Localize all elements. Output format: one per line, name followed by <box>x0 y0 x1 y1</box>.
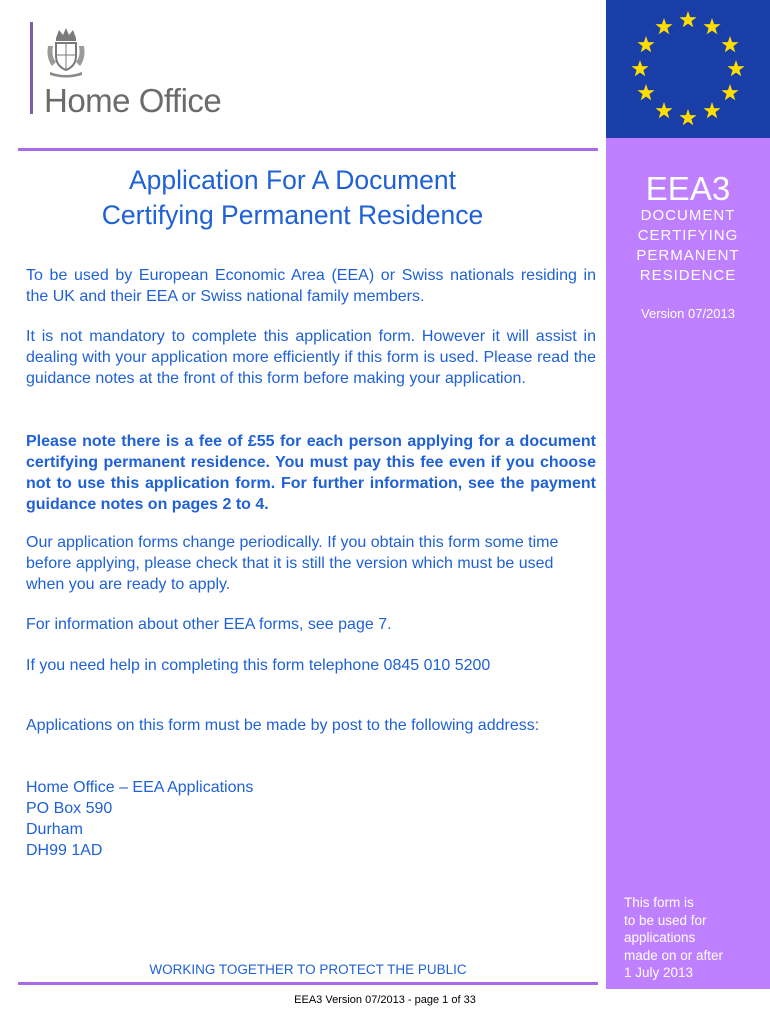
validity-note <box>624 894 723 982</box>
eu-flag <box>606 0 770 138</box>
post-paragraph: Applications on this form must be made by post to the following address: <box>26 717 540 734</box>
validity-note-line: to be used for <box>624 912 707 928</box>
form-code: EEA3 <box>645 170 731 207</box>
page-footer: EEA3 Version 07/2013 - page 1 of 33 <box>294 994 476 1006</box>
fee-paragraph: Please note there is a fee of £55 for each person applying for a document certifying permanent residence. You must pay this fee even if you choose not to use this application form. For further information, see the payment guidance notes on pages 2 to 4. <box>26 433 596 513</box>
royal-crest-logo <box>44 24 88 80</box>
bottom-divider <box>18 982 598 985</box>
validity-note-line: 1 July 2013 <box>624 965 694 980</box>
mandatory-paragraph: It is not mandatory to complete this application form. However it will assist in dealing with your application more efficiently if this form is used. Please read the guidance notes at the front of this form before making your application. <box>26 328 596 387</box>
top-divider <box>18 148 598 151</box>
side-panel <box>606 138 770 989</box>
other-forms-paragraph: For information about other EEA forms, see page 7. <box>26 616 392 633</box>
address-line: DH99 1AD <box>26 842 103 859</box>
logo-divider <box>30 22 33 114</box>
form-subtitle-line: DOCUMENT <box>640 207 736 224</box>
intro-paragraph: To be used by European Economic Area (EEA) or Swiss nationals residing in the UK and their EEA or Swiss national family members. <box>26 267 596 305</box>
form-version: Version 07/2013 <box>641 306 735 321</box>
document-title-line: Application For A Document <box>128 165 456 195</box>
address-line: PO Box 590 <box>26 800 113 817</box>
address-line: Home Office – EEA Applications <box>26 779 254 796</box>
eu-stars-icon <box>606 0 770 138</box>
validity-note-line: This form is <box>624 895 694 910</box>
validity-note-line: applications <box>624 930 696 945</box>
address-line: Durham <box>26 821 83 838</box>
forms-change-paragraph: Our application forms change periodically. If you obtain this form some time before applying, please check that it is still the version which must be used when you are ready to apply. <box>26 534 559 593</box>
form-subtitle-line: CERTIFYING <box>637 227 739 244</box>
org-name: Home Office <box>44 82 222 119</box>
motto: WORKING TOGETHER TO PROTECT THE PUBLIC <box>149 962 467 977</box>
form-subtitle-line: RESIDENCE <box>639 267 737 284</box>
form-subtitle <box>606 206 770 286</box>
document-title <box>30 163 555 233</box>
validity-note-line: made on or after <box>624 947 724 963</box>
document-title-line: Certifying Permanent Residence <box>101 200 484 230</box>
form-subtitle-line: PERMANENT <box>636 247 740 264</box>
help-paragraph: If you need help in completing this form telephone 0845 010 5200 <box>26 657 491 674</box>
postal-address <box>26 777 253 861</box>
